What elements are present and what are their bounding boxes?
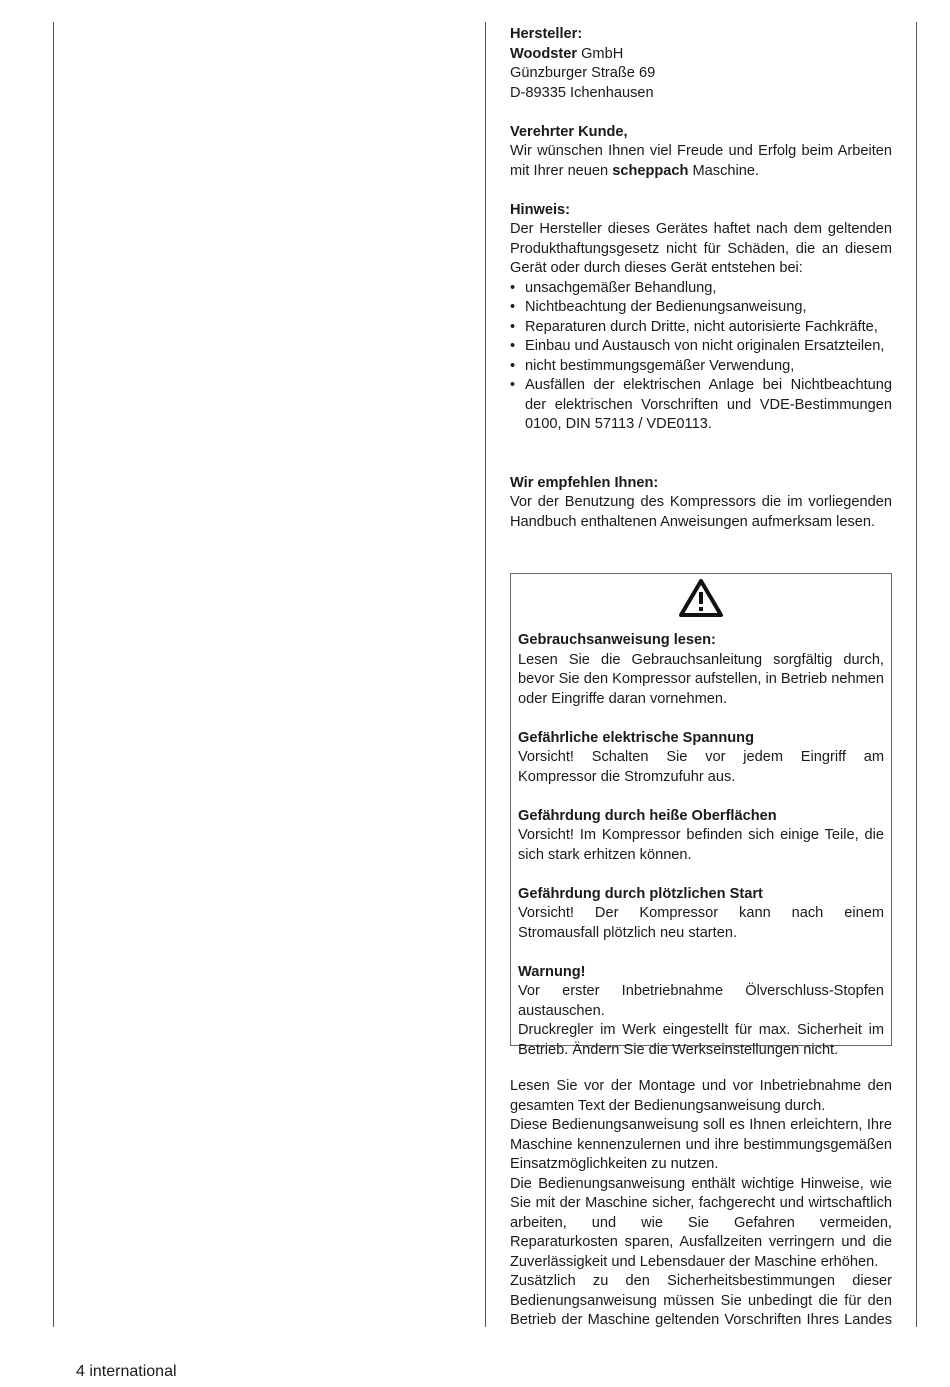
greeting-brand: scheppach <box>612 162 689 179</box>
manufacturer-city: D-89335 Ichenhausen <box>510 84 654 101</box>
right-text-column <box>510 25 892 532</box>
warning-section-text: Vorsicht! Der Kompressor kann nach einem Stromausfall plötzlich neu starten. <box>518 905 884 941</box>
manufacturer-suffix: GmbH <box>577 45 624 62</box>
body-paragraph: Diese Bedienungsanweisung soll es Ihnen erleichtern, Ihre Maschine kennenzulernen und ihre bestimmungsgemäßen Einsatzmöglichkeiten zu nutzen. <box>510 1117 892 1172</box>
warnung-heading: Warnung! <box>518 963 586 980</box>
greeting-block <box>510 123 892 182</box>
recommend-heading: Wir empfehlen Ihnen: <box>510 474 659 491</box>
page-footer: 4 international <box>76 1363 177 1380</box>
body-paragraph: Zusätzlich zu den Sicherheitsbestimmungen dieser Bedienungsanweisung müssen Sie unbedingt die für den Betrieb der Maschine geltenden Vorschriften Ihres Landes <box>510 1273 892 1328</box>
warning-section-hot-surfaces <box>518 807 884 866</box>
warning-section-heading: Gefährdung durch plötzlichen Start <box>518 885 763 902</box>
manufacturer-block <box>510 25 892 103</box>
list-item: • nicht bestimmungsgemäßer Verwendung, <box>510 357 892 377</box>
greeting-heading: Verehrter Kunde, <box>510 123 628 140</box>
notice-block <box>510 201 892 435</box>
warnung-line-1: Vor erster Inbetriebnahme Ölverschluss-Stopfen austauschen. <box>518 983 884 1019</box>
list-item: • unsachgemäßer Behandlung, <box>510 279 892 299</box>
warning-box <box>510 573 892 1058</box>
manufacturer-heading: Hersteller: <box>510 26 583 42</box>
recommend-block <box>510 474 892 533</box>
body-paragraph: Lesen Sie vor der Montage und vor Inbetriebnahme den gesamten Text der Bedienungsanweisung durch. <box>510 1078 892 1114</box>
right-margin-line <box>916 22 917 1327</box>
center-column-line <box>485 22 486 1327</box>
body-paragraph: Die Bedienungsanweisung enthält wichtige Hinweise, wie Sie mit der Maschine sicher, fachgerecht und wirtschaftlich arbeiten, und wie Sie Gefahren vermeiden, Reparaturkosten sparen, Ausfallzeiten verringern und die Zuverlässigkeit und Lebensdauer der Maschine erhöhen. <box>510 1175 892 1270</box>
list-item: • Einbau und Austausch von nicht originalen Ersatzteilen, <box>510 337 892 357</box>
warning-section-text: Vorsicht! Schalten Sie vor jedem Eingriff am Kompressor die Stromzufuhr aus. <box>518 749 884 785</box>
warning-section-sudden-start <box>518 885 884 944</box>
warning-section-heading: Gefährliche elektrische Spannung <box>518 729 755 746</box>
manufacturer-street: Günzburger Straße 69 <box>510 65 656 81</box>
warning-section-warnung <box>518 963 884 1061</box>
list-item: • Reparaturen durch Dritte, nicht autorisierte Fachkräfte, <box>510 318 892 338</box>
greeting-text-after: Maschine. <box>688 162 760 179</box>
warning-triangle-icon <box>678 578 724 618</box>
warning-section-text: Vorsicht! Im Kompressor befinden sich einige Teile, die sich stark erhitzen können. <box>518 827 884 863</box>
warning-section-heading: Gefährdung durch heiße Oberflächen <box>518 807 777 824</box>
greeting-text-before: Wir wünschen Ihnen viel Freude und Erfolg beim Arbeiten mit Ihrer neuen <box>510 143 892 179</box>
notice-intro: Der Hersteller dieses Gerätes haftet nach dem geltenden Produkthaftungsgesetz nicht für Schäden, die an diesem Gerät oder durch dieses Gerät entstehen bei: <box>510 221 892 276</box>
left-margin-line <box>53 22 54 1327</box>
warning-section-heading: Gebrauchsanweisung lesen: <box>518 632 716 648</box>
notice-heading: Hinweis: <box>510 201 571 218</box>
notice-list <box>510 279 892 435</box>
warning-section-text: Lesen Sie die Gebrauchsanleitung sorgfältig durch, bevor Sie den Kompressor aufstellen, in Betrieb nehmen oder Eingriffe daran vornehmen. <box>518 651 884 707</box>
warnung-line-2: Druckregler im Werk eingestellt für max. Sicherheit im Betrieb. Ändern Sie die Werkseinstellungen nicht. <box>518 1022 884 1058</box>
warning-section-voltage <box>518 729 884 788</box>
manufacturer-brand: Woodster <box>510 45 578 62</box>
greeting-text <box>510 142 892 181</box>
list-item: • Nichtbeachtung der Bedienungsanweisung, <box>510 298 892 318</box>
recommend-text: Vor der Benutzung des Kompressors die im vorliegenden Handbuch enthaltenen Anweisungen aufmerksam lesen. <box>510 494 892 530</box>
body-text-block <box>510 1077 892 1331</box>
manufacturer-name <box>510 45 892 65</box>
warning-section-read-manual <box>518 631 884 709</box>
list-item: • Ausfällen der elektrischen Anlage bei Nichtbeachtung der elektrischen Vorschriften und VDE-Bestimmungen 0100, DIN 57113 / VDE0113. <box>510 376 892 435</box>
